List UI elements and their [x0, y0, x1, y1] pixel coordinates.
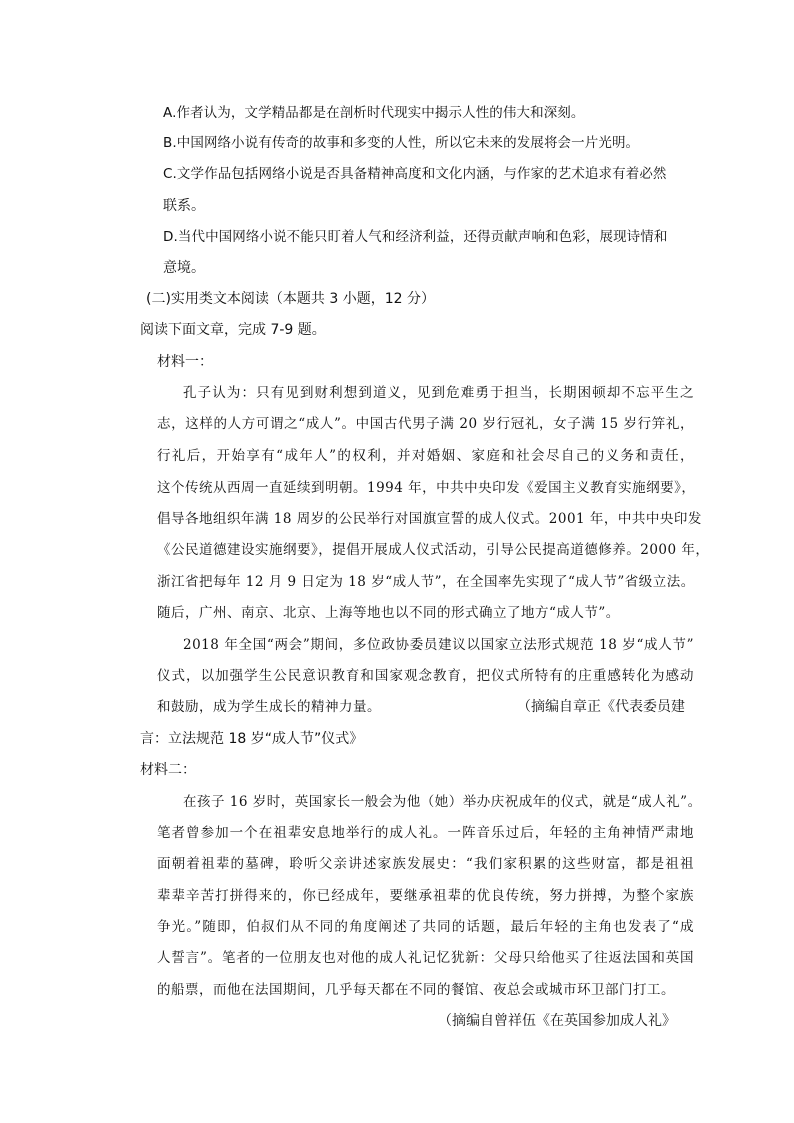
- section-heading: (二)实用类文本阅读（本题共 3 小题，12 分）: [146, 291, 435, 307]
- material-one-line: 这个传统从西周一直延续到明朝。1994 年，中共中央印发《爱国主义教育实施纲要》，: [157, 480, 696, 496]
- material-one-source-continuation: 言：立法规范 18 岁“成人节”仪式》: [140, 731, 364, 747]
- material-two-label: 材料二：: [140, 762, 196, 778]
- option-a: A.作者认为，文学精品都是在剖析时代现实中揭示人性的伟大和深刻。: [163, 105, 585, 121]
- material-two-line: 面朝着祖辈的墓碑，聆听父亲讲述家族发展史：“我们家积累的这些财富，都是祖祖: [157, 856, 694, 872]
- material-one-line: 2018 年全国“两会”期间，多位政协委员建议以国家立法形式规范 18 岁“成人节”: [183, 637, 694, 653]
- option-c: C.文学作品包括网络小说是否具备精神高度和文化内涵，与作家的艺术追求有着必然: [163, 166, 667, 182]
- material-one-line: 孔子认为：只有见到财利想到道义，见到危难勇于担当，长期困顿却不忘平生之: [183, 385, 694, 401]
- material-one-line: 行礼后，开始享有“成年人”的权利，并对婚姻、家庭和社会尽自己的义务和责任，: [157, 448, 694, 464]
- material-two-line: 争光。”随即，伯叔们从不同的角度阐述了共同的话题，最后年轻的主角也发表了“成: [157, 919, 694, 935]
- material-two-line: 辈辈辛苦打拼得来的，你已经成年，要继承祖辈的优良传统，努力拼搏，为整个家族: [157, 888, 694, 904]
- material-two-source: （摘编自曾祥伍《在英国参加成人礼》: [438, 1013, 676, 1029]
- option-d-continuation: 意境。: [163, 260, 205, 276]
- material-one-line: 和鼓励，成为学生成长的精神力量。: [157, 699, 381, 715]
- option-b: B.中国网络小说有传奇的故事和多变的人性，所以它未来的发展将会一片光明。: [163, 135, 640, 151]
- material-two-line: 的船票，而他在法国期间，几乎每天都在不同的餐馆、夜总会或城市环卫部门打工。: [157, 982, 675, 998]
- material-one-line: 仪式，以加强学生公民意识教育和国家观念教育，把仪式所特有的庄重感转化为感动: [157, 668, 694, 684]
- material-two-line: 笔者曾参加一个在祖辈安息地举行的成人礼。一阵音乐过后，年轻的主角神情严肃地: [157, 825, 694, 841]
- material-one-line: 志，这样的人方可谓之“成人”。中国古代男子满 20 岁行冠礼，女子满 15 岁行笄礼，: [157, 416, 694, 432]
- material-one-line: 《公民道德建设实施纲要》，提倡开展成人仪式活动，引导公民提高道德修养。2000 年，: [157, 542, 710, 558]
- option-d: D.当代中国网络小说不能只盯着人气和经济利益，还得贡献声响和色彩，展现诗情和: [163, 229, 668, 245]
- option-c-continuation: 联系。: [163, 198, 205, 214]
- material-two-line: 人誓言”。笔者的一位朋友也对他的成人礼记忆犹新：父母只给他买了往返法国和英国: [157, 950, 694, 966]
- material-two-line: 在孩子 16 岁时，英国家长一般会为他（她）举办庆祝成年的仪式，就是“成人礼”。: [183, 794, 702, 810]
- section-instruction: 阅读下面文章，完成 7-9 题。: [140, 322, 326, 338]
- material-one-line: 随后，广州、南京、北京、上海等地也以不同的形式确立了地方“成人节”。: [157, 605, 620, 621]
- material-one-source: （摘编自章正《代表委员建: [517, 699, 685, 715]
- material-one-label: 材料一：: [157, 354, 213, 370]
- material-one-line: 浙江省把每年 12 月 9 日定为 18 岁“成人节”，在全国率先实现了“成人节”省级立法。: [157, 574, 695, 590]
- material-one-line: 倡导各地组织年满 18 周岁的公民举行对国旗宣誓的成人仪式。2001 年，中共中央印发: [157, 511, 702, 527]
